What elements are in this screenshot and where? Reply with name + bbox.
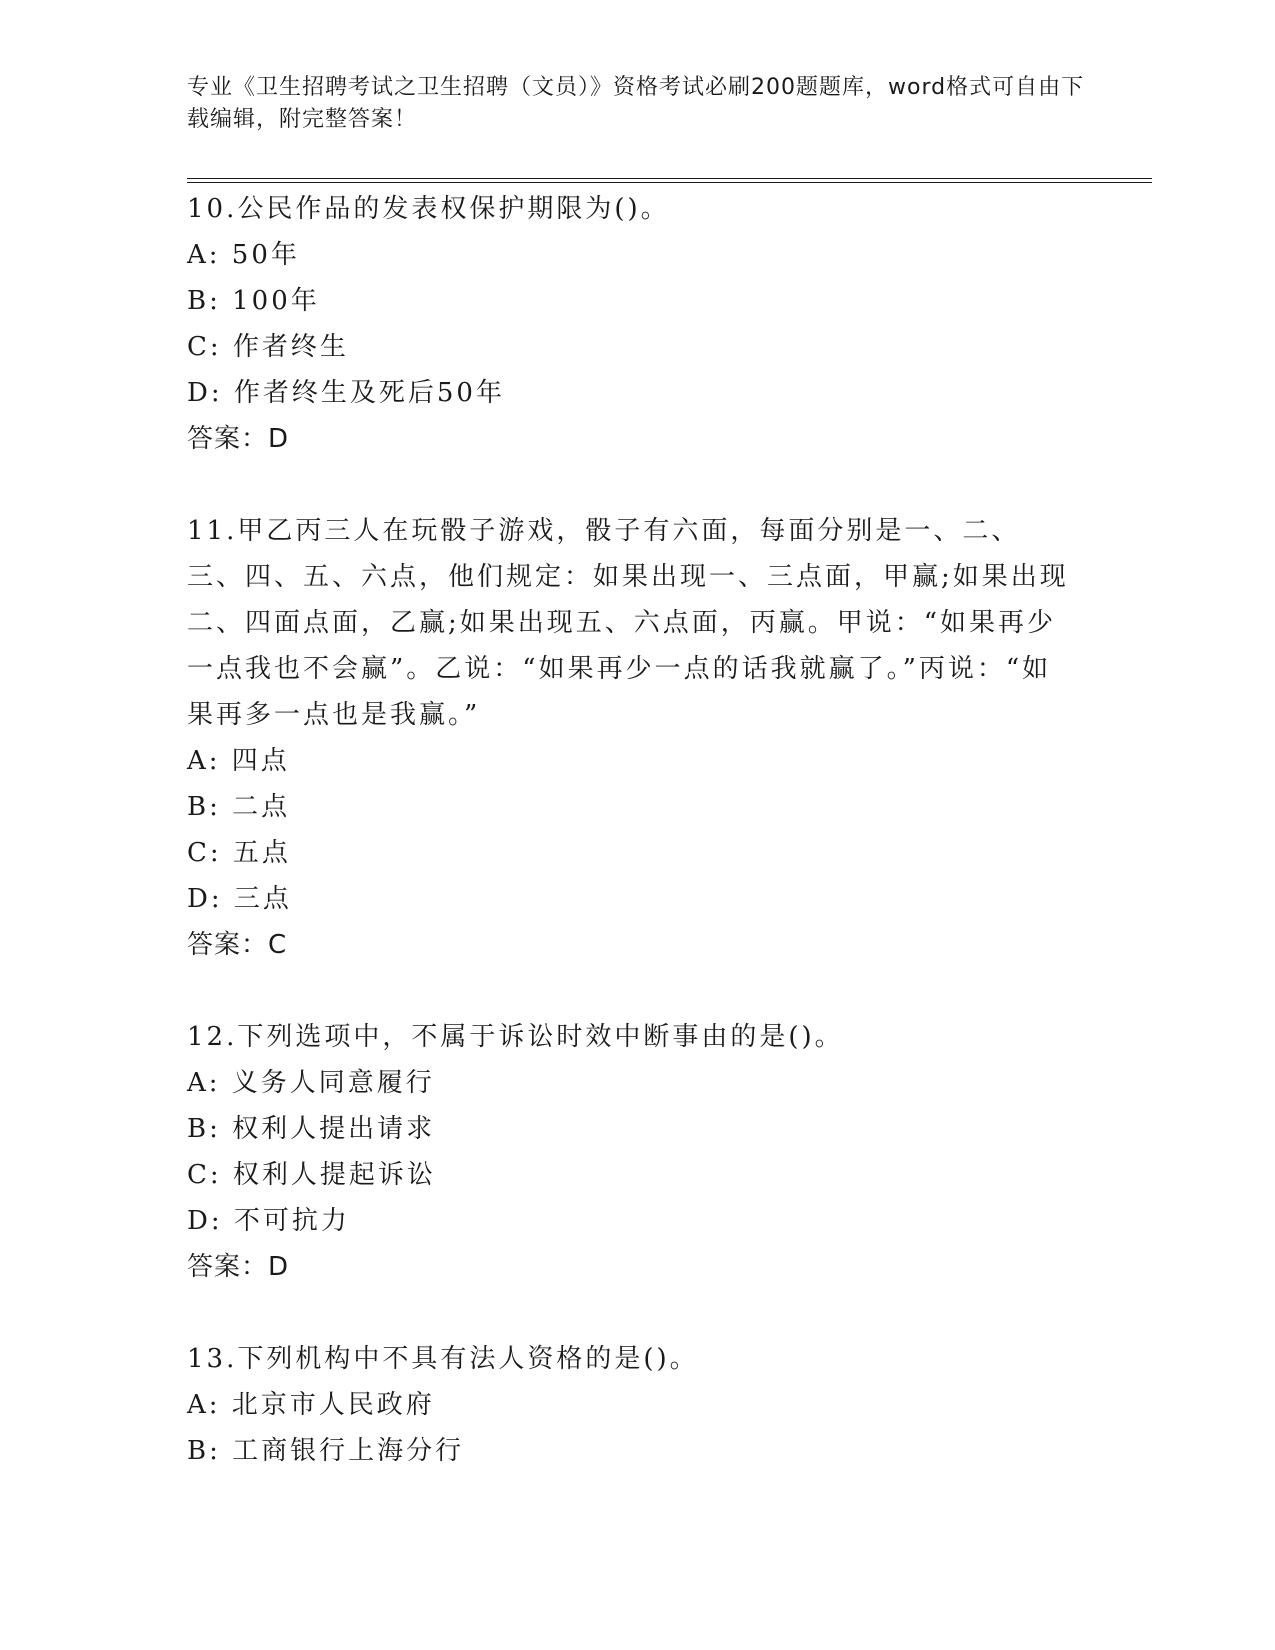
document-header: 专业《卫生招聘考试之卫生招聘（文员）》资格考试必刷200题题库，word格式可自由下载编辑，附完整答案！	[187, 75, 1085, 132]
question-item	[187, 508, 1087, 968]
question-text: 13.下列机构中不具有法人资格的是()。	[187, 1344, 699, 1374]
question-item	[187, 1336, 1087, 1474]
option-a: A: 义务人同意履行	[187, 1068, 435, 1098]
option-a: A: 北京市人民政府	[187, 1390, 435, 1420]
answer-line: 答案：C	[187, 930, 288, 960]
option-a: A: 50年	[187, 240, 300, 270]
header-rule-top	[187, 178, 1152, 179]
option-b: B: 100年	[187, 286, 320, 316]
answer-line: 答案：D	[187, 424, 290, 454]
option-c: C: 作者终生	[187, 332, 349, 362]
question-item	[187, 186, 1087, 462]
option-b: B: 权利人提出请求	[187, 1114, 436, 1144]
option-d: D: 不可抗力	[187, 1206, 350, 1236]
question-text: 10.公民作品的发表权保护期限为()。	[187, 194, 670, 224]
question-list	[187, 186, 1087, 1520]
header-rule-bottom	[187, 182, 1152, 183]
option-c: C: 权利人提起诉讼	[187, 1160, 436, 1190]
option-c: C: 五点	[187, 838, 291, 868]
option-d: D: 三点	[187, 884, 292, 914]
question-item	[187, 1014, 1087, 1290]
option-d: D: 作者终生及死后50年	[187, 378, 505, 408]
option-b: B: 工商银行上海分行	[187, 1436, 465, 1466]
option-b: B: 二点	[187, 792, 291, 822]
answer-line: 答案：D	[187, 1252, 290, 1282]
question-text: 12.下列选项中，不属于诉讼时效中断事由的是()。	[187, 1022, 844, 1052]
question-text: 11.甲乙丙三人在玩骰子游戏，骰子有六面，每面分别是一、二、三、四、五、六点，他们规定：如果出现一、三点面，甲赢;如果出现二、四面点面，乙赢;如果出现五、六点面，丙赢。甲说：“如果再少一点我也不会赢”。乙说：“如果再少一点的话我就赢了。”丙说：“如果再多一点也是我赢。”	[187, 516, 1069, 730]
option-a: A: 四点	[187, 746, 290, 776]
